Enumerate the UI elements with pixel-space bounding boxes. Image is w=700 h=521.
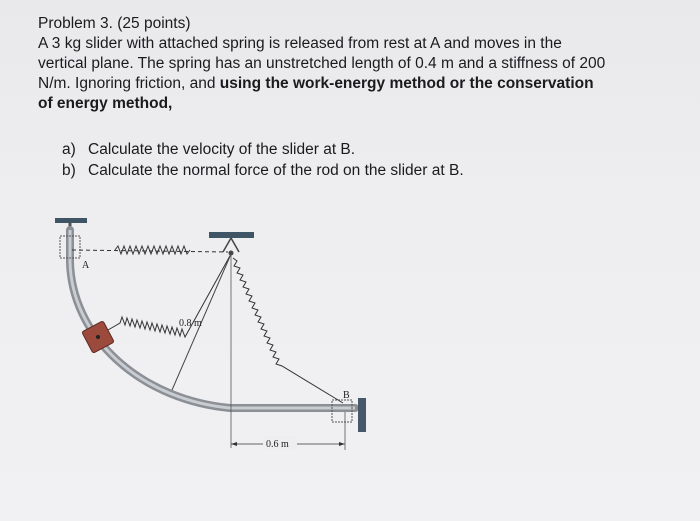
spring-to-b [233, 258, 343, 403]
problem-line-3-bold: using the work-energy method or the conservation [219, 75, 594, 92]
problem-line-3-plain: N/m. Ignoring friction, and [38, 75, 220, 92]
problem-title: Problem 3. (25 points) [38, 15, 191, 32]
problem-line-1: A 3 kg slider with attached spring is released from rest at A and moves in the [38, 35, 562, 52]
label-horizontal-dimension: 0.6 m [266, 439, 289, 450]
problem-line-4: of energy method, [38, 95, 173, 112]
problem-line-2: vertical plane. The spring has an unstretched length of 0.4 m and a stiffness of 200 [38, 55, 606, 72]
curved-rod [70, 230, 355, 408]
label-radius: 0.8 m [179, 318, 202, 329]
label-point-a: A [82, 260, 90, 271]
question-b-label: b) [62, 162, 76, 179]
spring-at-a [115, 246, 190, 254]
question-a-label: a) [62, 141, 76, 158]
question-b-text: Calculate the normal force of the rod on the slider at B. [88, 162, 464, 179]
question-a-text: Calculate the velocity of the slider at B. [88, 141, 356, 158]
right-wall [358, 398, 366, 432]
label-point-b: B [343, 390, 350, 401]
